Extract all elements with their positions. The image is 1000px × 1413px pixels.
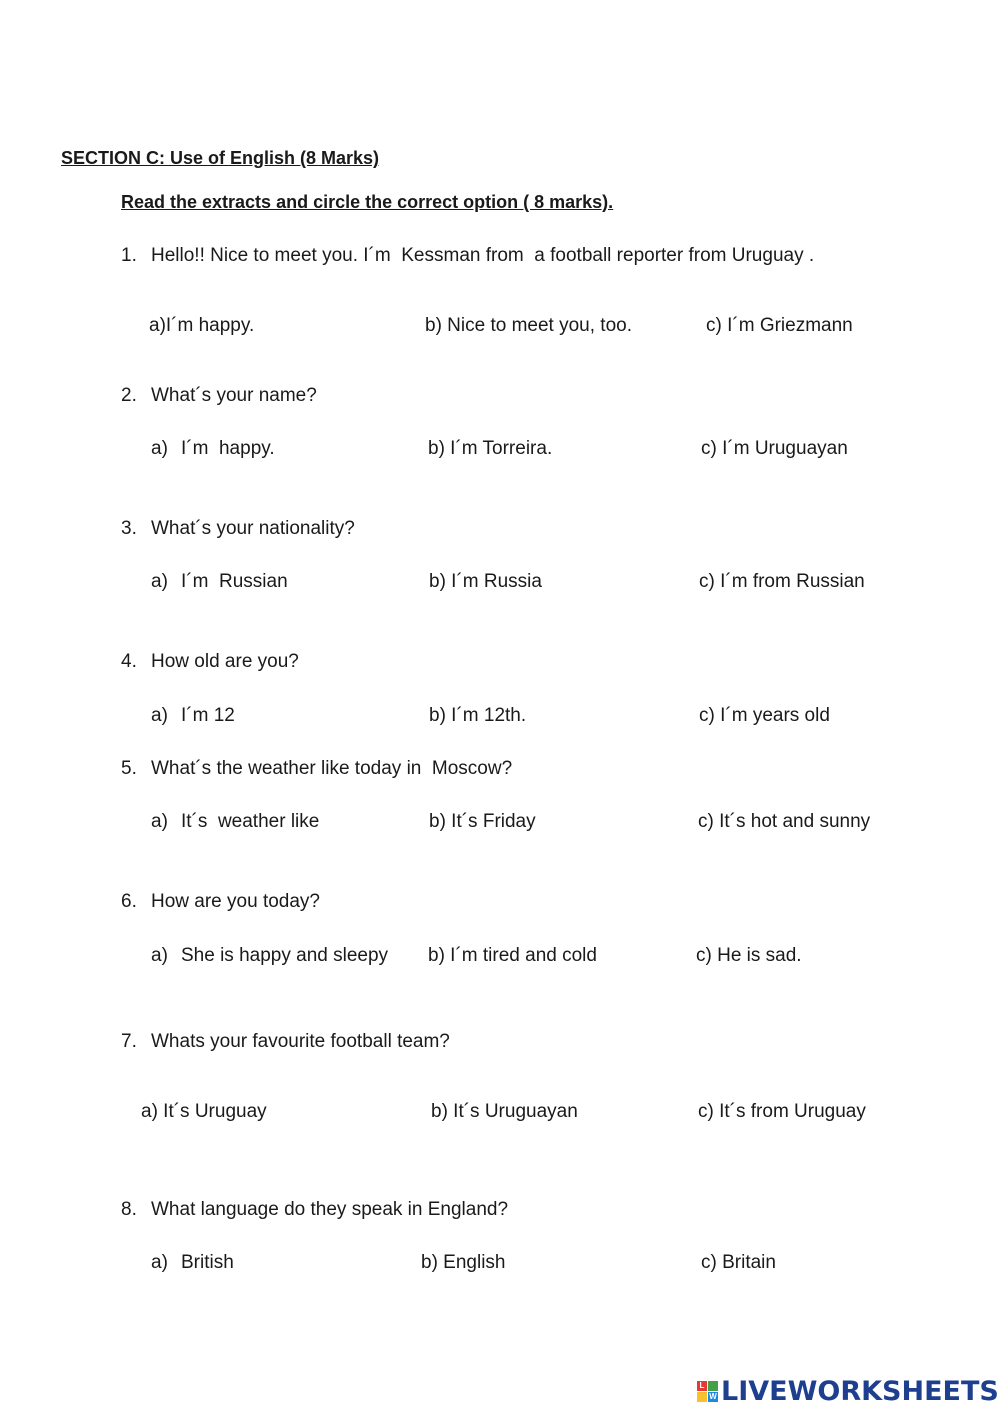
option-b[interactable]: b) Nice to meet you, too. [425,315,632,336]
instructions: Read the extracts and circle the correct option ( 8 marks). [121,192,614,212]
option-a[interactable]: She is happy and sleepy [181,945,389,966]
question-number: 3. [121,518,137,539]
option-a[interactable]: I´m 12 [181,705,235,726]
question-text: Whats your favourite football team? [151,1031,450,1052]
question-text: Hello!! Nice to meet you. I´m Kessman from a football reporter from Uruguay . [151,245,815,266]
question-text: What language do they speak in England? [151,1199,509,1220]
option-c[interactable]: c) I´m from Russian [699,571,865,592]
option-b[interactable]: b) I´m Torreira. [428,438,553,459]
option-c[interactable]: c) I´m years old [699,705,830,726]
option-a-letter: a) [151,945,168,966]
option-c[interactable]: c) It´s from Uruguay [698,1101,866,1122]
option-a[interactable]: It´s weather like [181,811,320,832]
question-number: 2. [121,385,137,406]
option-a[interactable]: British [181,1252,234,1273]
option-b[interactable]: b) It´s Friday [429,811,536,832]
option-c[interactable]: c) It´s hot and sunny [698,811,871,832]
option-c[interactable]: c) He is sad. [696,945,802,966]
logo-tile: L [697,1381,707,1391]
option-c[interactable]: c) Britain [701,1252,776,1273]
option-a[interactable]: I´m Russian [181,571,288,592]
logo-tile [708,1381,718,1391]
question-text: How are you today? [151,891,320,912]
question-number: 8. [121,1199,137,1220]
option-b[interactable]: b) I´m Russia [429,571,542,592]
question-number: 7. [121,1031,137,1052]
option-b[interactable]: b) It´s Uruguayan [431,1101,578,1122]
option-b[interactable]: b) English [421,1252,506,1273]
option-a-letter: a) [151,1252,168,1273]
option-a-letter: a) [151,438,168,459]
option-a-letter: a) [151,571,168,592]
question-text: What´s your name? [151,385,317,406]
logo-text: LIVEWORKSHEETS [721,1376,999,1407]
liveworksheets-logo [697,1378,999,1405]
question-text: What´s your nationality? [151,518,355,539]
option-a-letter: a) [151,811,168,832]
option-a[interactable]: a)I´m happy. [149,315,255,336]
logo-tile [697,1392,707,1402]
logo-tile: W [709,1392,717,1401]
option-a[interactable]: a) It´s Uruguay [141,1101,267,1122]
question-text: What´s the weather like today in Moscow? [151,758,513,779]
question-number: 5. [121,758,137,779]
option-a-letter: a) [151,705,168,726]
question-number: 1. [121,245,137,266]
section-title: SECTION C: Use of English (8 Marks) [61,148,380,168]
option-b[interactable]: b) I´m tired and cold [428,945,597,966]
question-number: 6. [121,891,137,912]
option-c[interactable]: c) I´m Griezmann [706,315,853,336]
logo-mark-icon [697,1381,718,1402]
option-c[interactable]: c) I´m Uruguayan [701,438,848,459]
option-a[interactable]: I´m happy. [181,438,275,459]
option-b[interactable]: b) I´m 12th. [429,705,527,726]
question-text: How old are you? [151,651,299,672]
question-number: 4. [121,651,137,672]
